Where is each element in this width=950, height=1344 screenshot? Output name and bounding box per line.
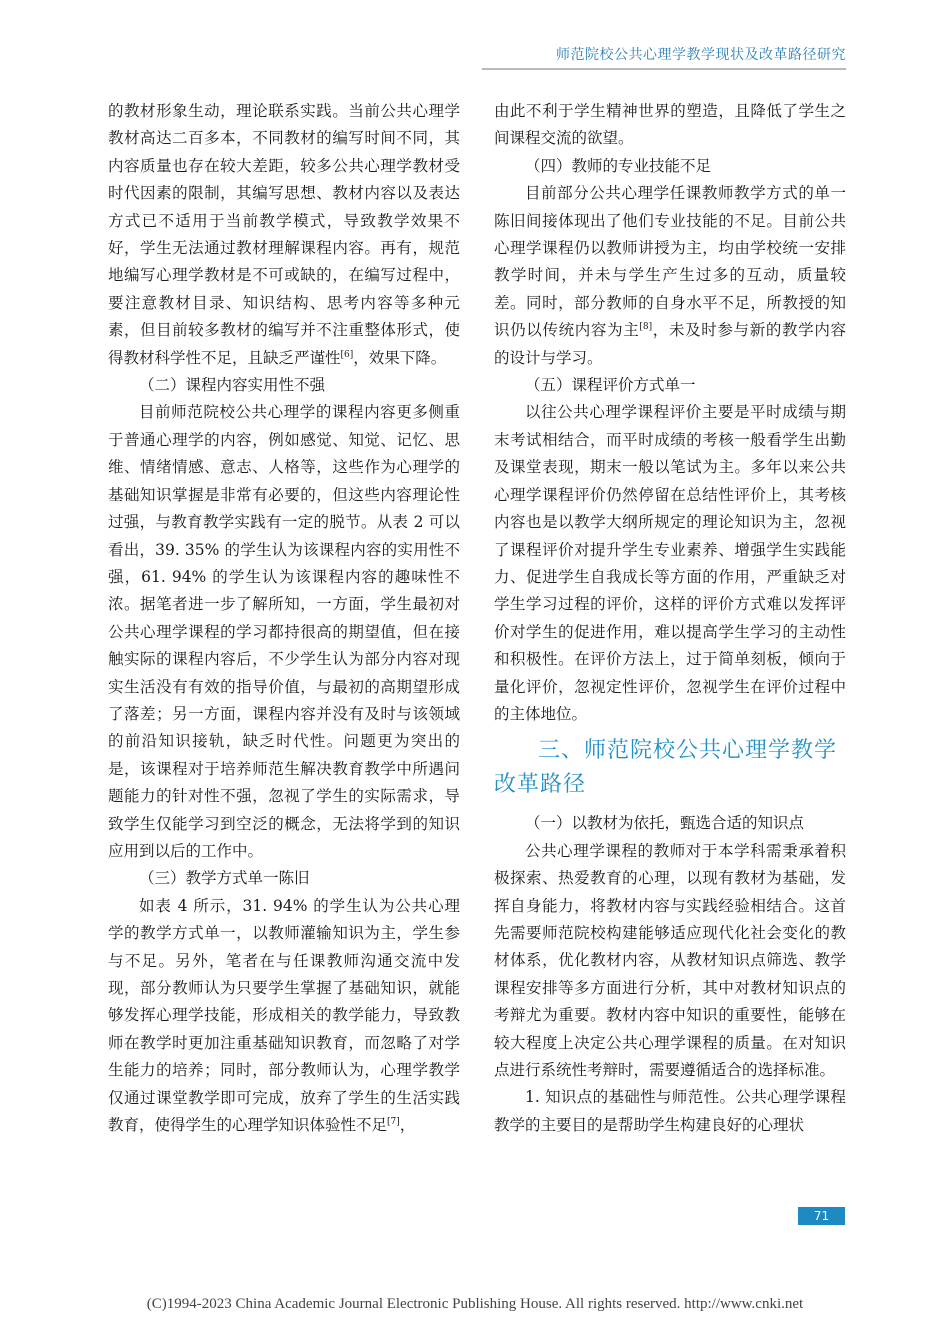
paragraph-text-tail: ，效果下降。 [353,348,447,367]
paragraph-teaching-method [108,893,460,1140]
subheading-evaluation: （五）课程评价方式单一 [525,376,696,395]
citation-ref: [7] [387,1116,400,1127]
paragraph-knowledge-points: 1. 知识点的基础性与师范性。公共心理学课程教学的主要目的是帮助学生构建良好的心理状 [494,1088,846,1134]
section-title-reform-path: 三、师范院校公共心理学教学改革路径 [494,738,838,798]
paragraph-text: 的教材形象生动，理论联系实践。当前公共心理学教材高达二百多本，不同教材的编写时间不同，其内容质量也存在较大差距，较多公共心理学教材受时代因素的限制，其编写思想、教材内容以及表达方式已不适用于当前教学模式，导致教学效果不好，学生无法通过教材理解课程内容。再有，规范地编写心理学教材是不可或缺的，在编写过程中，要注意教材目录、知识结构、思考内容等多种元素，但目前较多教材的编写并不注重整体形式，使得教材科学性不足，且缺乏严谨性 [108,102,460,367]
subheading-textbook-basis: （一）以教材为依托，甄选合适的知识点 [525,814,805,833]
subheading-teacher-skills: （四）教师的专业技能不足 [525,156,712,175]
paragraph-text: 目前部分公共心理学任课教师教学方式的单一陈旧间接体现出了他们专业技能的不足。目前公共心理学课程仍以教师讲授为主，均由学校统一安排教学时间，并未与学生产生过多的互动，质量较差。同时，部分教师的自身水平不足，所教授的知识仍以传统内容为主 [494,184,846,340]
right-column [494,98,846,1139]
paragraph-continued: 由此不利于学生精神世界的塑造，且降低了学生之间课程交流的欲望。 [494,102,846,148]
subheading-course-content: （二）课程内容实用性不强 [139,376,326,395]
paragraph-course-content: 目前师范院校公共心理学的课程内容更多侧重于普通心理学的内容，例如感觉、知觉、记忆、思维、情绪情感、意志、人格等，这些作为心理学的基础知识掌握是非常有必要的，但这些内容理论性过强，与教育教学实践有一定的脱节。从表 2 可以看出，39. 35% 的学生认为该课程内容的实用性不强，61. 94% 的学生认为该课程内容的趣味性不浓。据笔者进一步了解所知，一方面，学生最初对公共心理学课程的学习都持很高的期望值，但在接触实际的课程内容后，不少学生认为部分内容对现实生活没有有效的指导价值，与最初的高期望形成了落差；另一方面，课程内容并没有及时与该领域的前沿知识接轨，缺乏时代性。问题更为突出的是，该课程对于培养师范生解决教育教学中所遇问题能力的针对性不强，忽视了学生的实际需求，导致学生仅能学习到空泛的概念，无法将学到的知识应用到以后的工作中。 [108,403,460,860]
subheading-teaching-method: （三）教学方式单一陈旧 [139,869,310,888]
paragraph-evaluation: 以往公共心理学课程评价主要是平时成绩与期末考试相结合，而平时成绩的考核一般看学生出勤及课堂表现，期末一般以笔试为主。多年以来公共心理学课程评价仍然停留在总结性评价上，其考核内容也是以教学大纲所规定的理论知识为主，忽视了课程评价对提升学生专业素养、增强学生实践能力、促进学生自我成长等方面的作用，严重缺乏对学生学习过程的评价，这样的评价方式难以发挥评价对学生的促进作用，难以提高学生学习的主动性和积极性。在评价方法上，过于简单刻板，倾向于量化评价，忽视定性评价，忽视学生在评价过程中的主体地位。 [494,403,846,723]
copyright-footer: (C)1994-2023 China Academic Journal Electronic Publishing House. All rights reserved. http://www.cnki.net [146,1296,804,1312]
citation-ref: [6] [340,349,354,360]
header-divider [482,68,846,70]
page-number-badge: 71 [798,1207,845,1225]
paragraph-teacher-skills [494,180,846,372]
paragraph-text-tail: ，未及时参与新的教学内容的设计与学习。 [494,321,846,367]
citation-ref: [8] [639,322,653,333]
running-header-title: 师范院校公共心理学教学现状及改革路径研究 [556,47,846,63]
paragraph-textbook-quality [108,98,460,372]
paragraph-text-tail: ， [399,1116,416,1135]
paragraph-textbook-basis: 公共心理学课程的教师对于本学科需秉承着积极探索、热爱教育的心理，以现有教材为基础，发挥自身能力，将教材内容与实践经验相结合。这首先需要师范院校构建能够适应现代化社会变化的教材体系，优化教材内容，从教材知识点筛选、教学课程安排等多方面进行分析，其中对教材知识点的考辩尤为重要。教材内容中知识的重要性，能够在较大程度上决定公共心理学课程的质量。在对知识点进行系统性考辩时，需要遵循适合的选择标准。 [494,841,846,1079]
left-column [108,98,460,1139]
paragraph-text: 如表 4 所示，31. 94% 的学生认为公共心理学的教学方式单一，以教师灌输知识为主，学生参与不足。另外，笔者在与任课教师沟通交流中发现，部分教师认为只要学生掌握了基础知识，就能够发挥心理学技能，形成相关的教学能力，导致教师在教学时更加注重基础知识教育，而忽略了对学生能力的培养；同时，部分教师认为，心理学教学仅通过课堂教学即可完成，放弃了学生的生活实践教育，使得学生的心理学知识体验性不足 [108,896,460,1135]
